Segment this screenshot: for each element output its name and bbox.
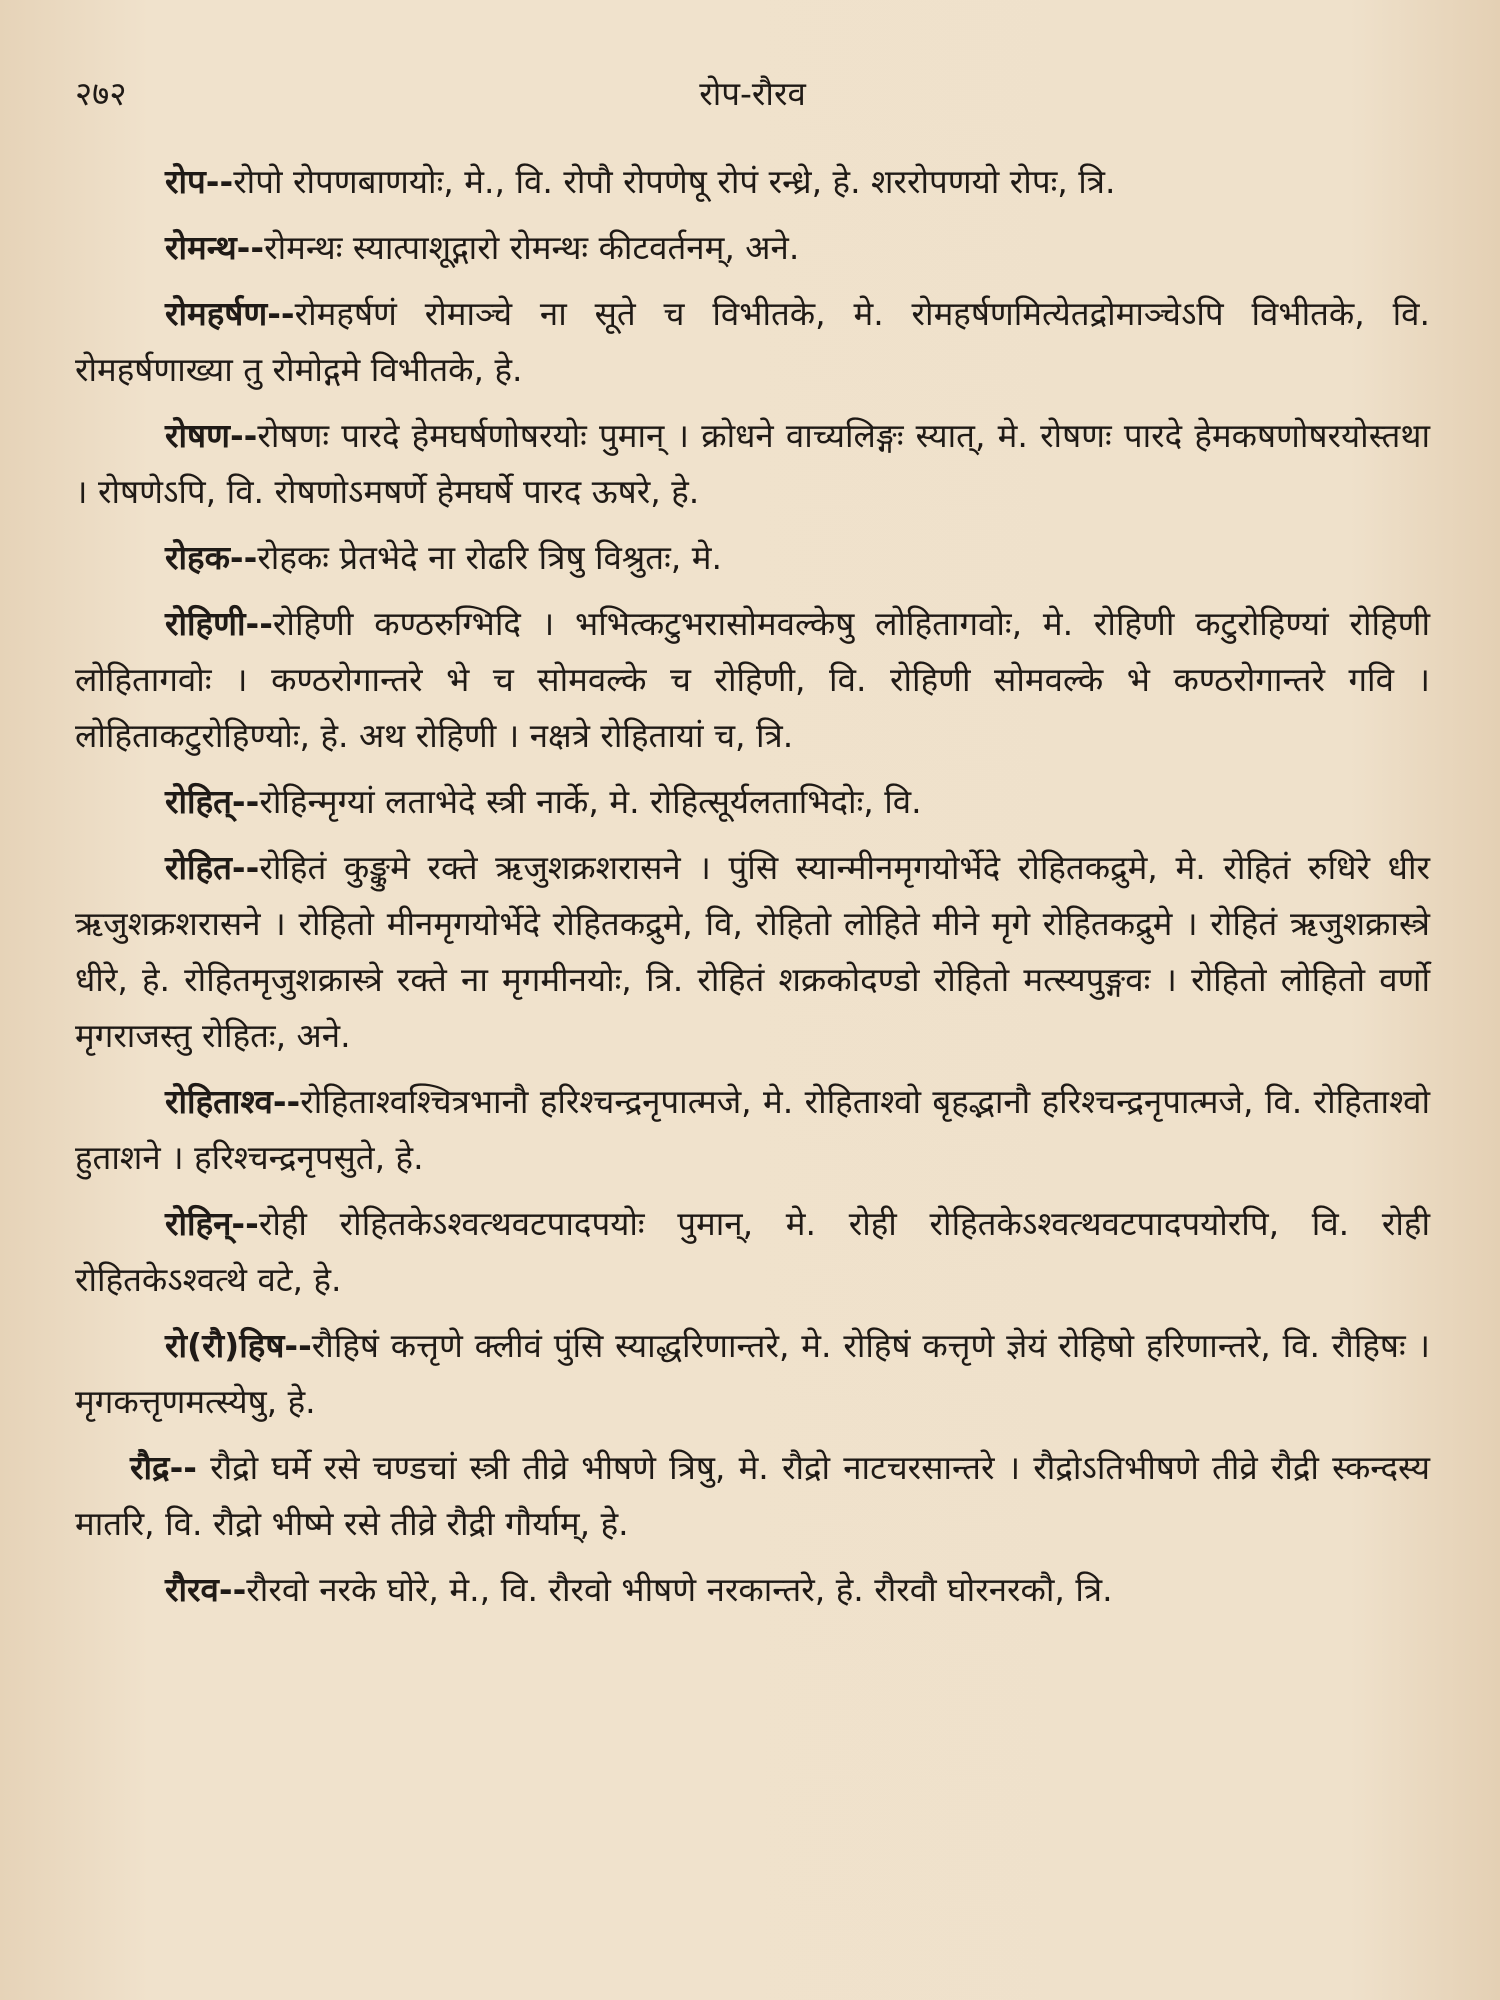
headword: रोहिताश्व-- [165,1082,301,1121]
headword: रोहित-- [165,848,260,887]
headword: रोमन्थ-- [165,228,265,267]
headword: रोहक-- [165,538,258,577]
dictionary-entry [75,1318,1430,1430]
entry-text: रोहितं कुङ्कुमे रक्ते ऋजुशक्रशरासने । पुंसि स्यान्मीनमृगयोर्भेदे रोहितकद्रुमे, मे. रोहितं रुधिरे धीर ऋजुशक्रशरासने । रोहितो मीनमृगयोर्भेदे रोहितकद्रुमे, वि, रोहितो लोहिते मीने मृगे रोहितकद्रुमे । रोहितं ऋजुशक्रास्त्रे धीरे, हे. रोहितमृजुशक्रास्त्रे रक्ते ना मृगमीनयोः, त्रि. रोहितं शक्रकोदण्डो रोहितो मत्स्यपुङ्गवः । रोहितो लोहितो वर्णो मृगराजस्तु रोहितः, अने. [75,848,1430,1055]
entry-text: रोमहर्षणं रोमाञ्चे ना सूते च विभीतके, मे. रोमहर्षणमित्येतद्रोमाञ्चेऽपि विभीतके, वि. रोमहर्षणाख्या तु रोमोद्गमे विभीतके, हे. [75,294,1430,389]
dictionary-entry [75,1562,1430,1618]
running-head: रोप-रौरव [699,74,806,113]
entry-text: रोपो रोपणबाणयोः, मे., वि. रोपौ रोपणेषू रोपं रन्ध्रे, हे. शररोपणयो रोपः, त्रि. [233,162,1116,201]
dictionary-entry [75,408,1430,520]
dictionary-entry [75,220,1430,276]
dictionary-entry [75,1196,1430,1308]
headword: रोहित्-- [165,782,260,821]
entry-text: रौद्रो घर्मे रसे चण्डचां स्त्री तीव्रे भीषणे त्रिषु, मे. रौद्रो नाटचरसान्तरे । रौद्रोऽतिभीषणे तीव्रे रौद्री स्कन्दस्य मातरि, वि. रौद्रो भीष्मे रसे तीव्रे रौद्री गौर्याम्, हे. [75,1448,1430,1543]
page-header [75,70,1430,126]
dictionary-entry [75,774,1430,830]
headword: रोषण-- [165,416,258,455]
dictionary-entry [75,596,1430,764]
headword: रौरव-- [165,1570,247,1609]
entry-text: रोहिताश्वश्चित्रभानौ हरिश्चन्द्रनृपात्मजे, मे. रोहिताश्वो बृहद्भानौ हरिश्चन्द्रनृपात्मजे, वि. रोहिताश्वो हुताशने । हरिश्चन्द्रनृपसुते, हे. [75,1082,1430,1177]
dictionary-entry [75,1440,1430,1552]
page-number: २७२ [75,74,127,113]
entry-text: रोमन्थः स्यात्पाशूद्गारो रोमन्थः कीटवर्तनम्, अने. [264,228,800,267]
entry-text: रौरवो नरके घोरे, मे., वि. रौरवो भीषणे नरकान्तरे, हे. रौरवौ घोरनरकौ, त्रि. [246,1570,1113,1609]
headword: रोहिन्-- [165,1204,259,1243]
entry-text: रोहकः प्रेतभेदे ना रोढरि त्रिषु विश्रुतः, मे. [257,538,722,577]
entry-text: रोहिणी कण्ठरुग्भिदि । भभित्कटुभरासोमवल्केषु लोहितागवोः, मे. रोहिणी कटुरोहिण्यां रोहिणी लोहितागवोः । कण्ठरोगान्तरे भे च सोमवल्के च रोहिणी, वि. रोहिणी सोमवल्के भे कण्ठरोगान्तरे गवि । लोहिताकटुरोहिण्योः, हे. अथ रोहिणी । नक्षत्रे रोहितायां च, त्रि. [75,604,1430,755]
dictionary-entry [75,1074,1430,1186]
dictionary-entry [75,530,1430,586]
headword: रो(रौ)हिष-- [165,1326,312,1365]
dictionary-entry [75,154,1430,210]
entry-list [75,154,1430,1618]
dictionary-entry [75,286,1430,398]
headword: रोप-- [165,162,234,201]
entry-text: रोषणः पारदे हेमघर्षणोषरयोः पुमान् । क्रोधने वाच्यलिङ्गः स्यात्, मे. रोषणः पारदे हेमकषणोषरयोस्तथा । रोषणेऽपि, वि. रोषणोऽमषर्णे हेमघर्षे पारद ऊषरे, हे. [75,416,1430,511]
entry-text: रौहिषं कत्तृणे क्लीवं पुंसि स्याद्धरिणान्तरे, मे. रोहिषं कत्तृणे ज्ञेयं रोहिषो हरिणान्तरे, वि. रौहिषः । मृगकत्तृणमत्स्येषु, हे. [75,1326,1430,1421]
entry-text: रोहिन्मृग्यां लताभेदे स्त्री नार्के, मे. रोहित्सूर्यलताभिदोः, वि. [259,782,922,821]
headword: रोहिणी-- [165,604,273,643]
entry-text: रोही रोहितकेऽश्वत्थवटपादपयोः पुमान्, मे. रोही रोहितकेऽश्वत्थवटपादपयोरपि, वि. रोही रोहितकेऽश्वत्थे वटे, हे. [75,1204,1430,1299]
headword: रोमहर्षण-- [165,294,295,333]
headword: रौद्र-- [130,1448,197,1487]
dictionary-entry [75,840,1430,1064]
